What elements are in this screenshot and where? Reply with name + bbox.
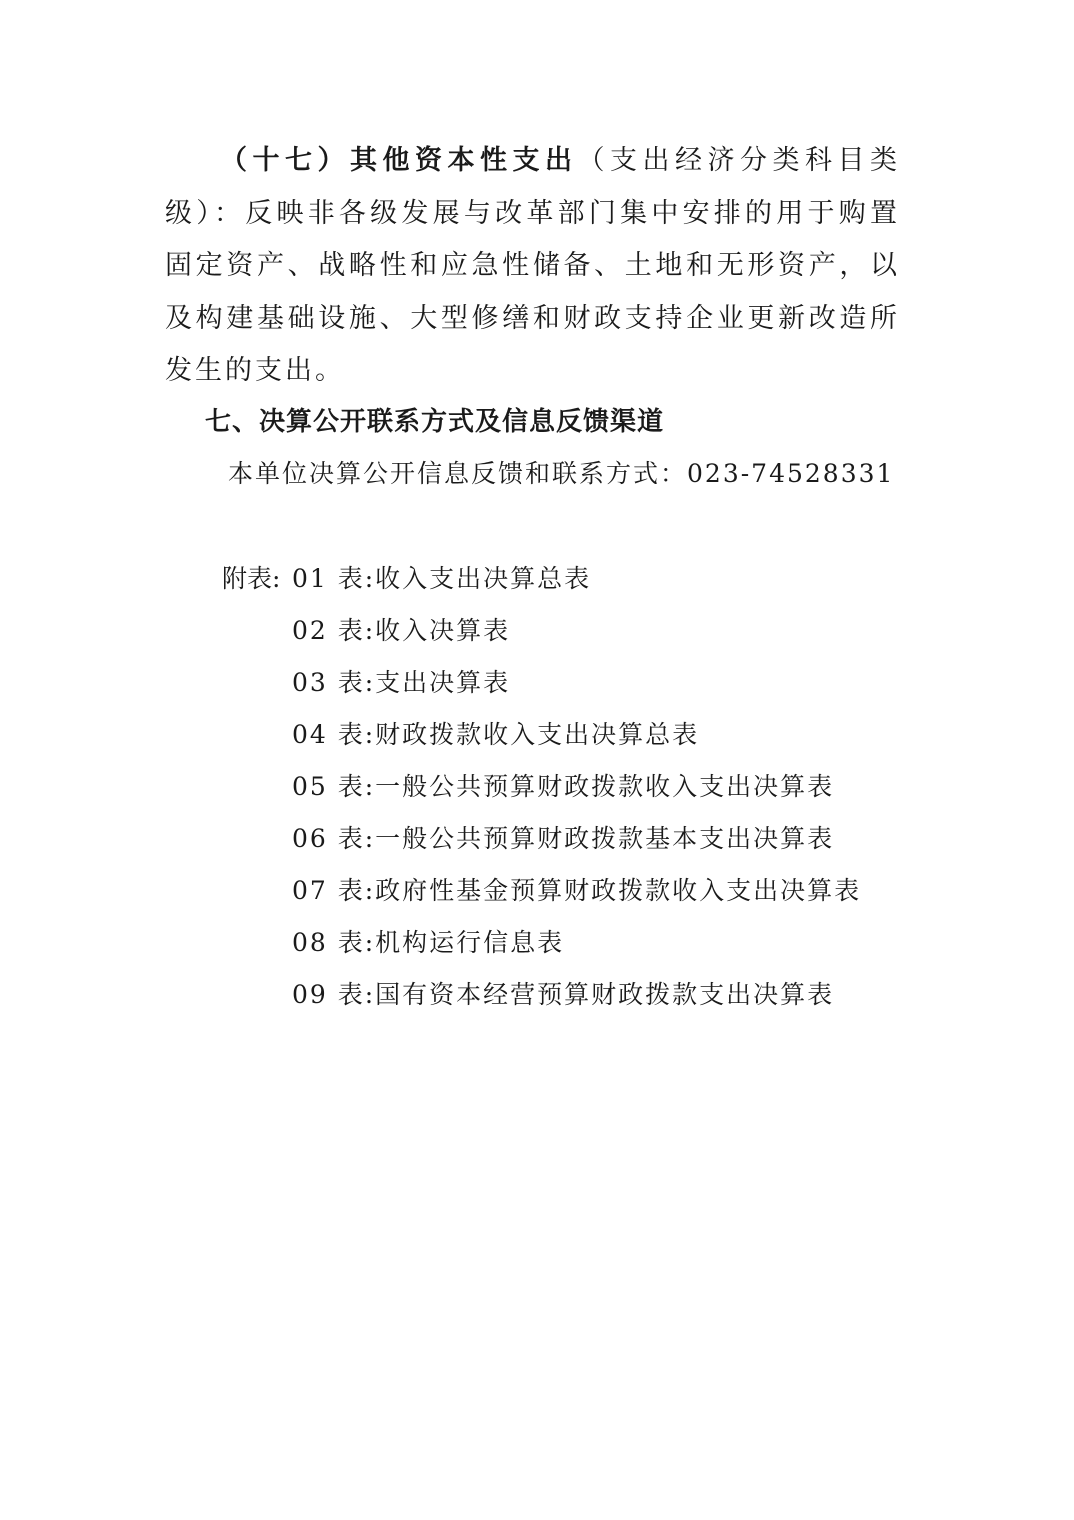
contact-info: 本单位决算公开信息反馈和联系方式：023-74528331 (228, 459, 895, 488)
attachments-list (292, 559, 861, 1027)
paragraph-body: （支出经济分类科目类级）：反映非各级发展与改革部门集中安排的用于购置固定资产、战略性和应急性储备、土地和无形资产，以及构建基础设施、大型修缮和财政支持企业更新改造所发生的支出。 (165, 145, 900, 386)
attachment-item: 03 表:支出决算表 (292, 668, 511, 697)
attachment-item: 05 表:一般公共预算财政拨款收入支出决算表 (292, 772, 835, 801)
attachment-item: 04 表:财政拨款收入支出决算总表 (292, 720, 700, 749)
attachment-item: 06 表:一般公共预算财政拨款基本支出决算表 (292, 824, 835, 853)
attachment-item: 01 表:收入支出决算总表 (292, 564, 592, 593)
attachment-item: 02 表:收入决算表 (292, 616, 511, 645)
attachment-item: 07 表:政府性基金预算财政拨款收入支出决算表 (292, 876, 862, 905)
capital-expenditure-paragraph (165, 135, 900, 398)
attachment-item: 08 表:机构运行信息表 (292, 928, 565, 957)
attachments-label: 附表: (222, 564, 281, 593)
attachment-item: 09 表:国有资本经营预算财政拨款支出决算表 (292, 980, 835, 1009)
section-heading: 七、决算公开联系方式及信息反馈渠道 (205, 407, 665, 437)
paragraph-title: （十七）其他资本性支出 (220, 145, 578, 176)
